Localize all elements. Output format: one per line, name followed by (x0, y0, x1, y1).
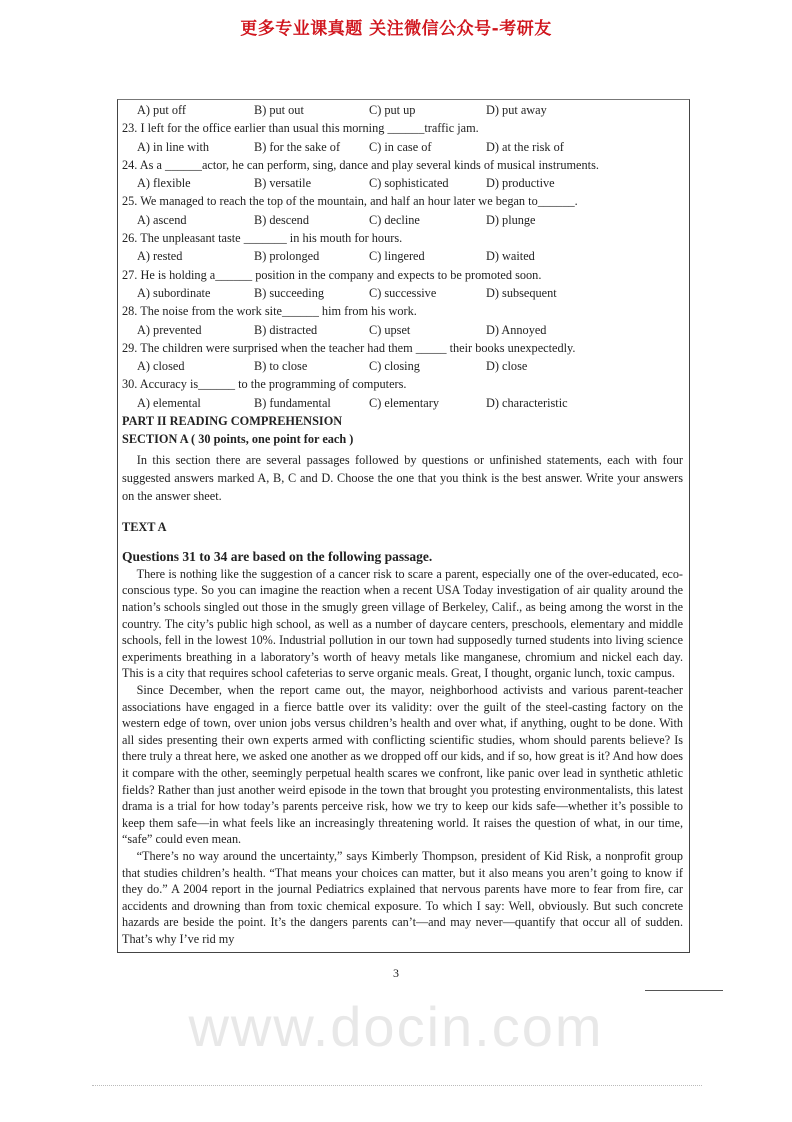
answer-option: D) waited (486, 249, 535, 264)
watermark: www.docin.com (188, 995, 604, 1058)
page-number: 3 (393, 966, 399, 980)
answer-options (122, 138, 683, 156)
section-title: SECTION A ( 30 points, one point for each ) (122, 432, 354, 447)
answer-option: B) prolonged (254, 249, 320, 264)
answer-option: B) to close (254, 359, 308, 374)
answer-options (122, 394, 683, 412)
question-stem (122, 156, 683, 174)
question-number: 29. (122, 340, 138, 355)
answer-option: A) closed (137, 359, 185, 374)
text-label: TEXT A (122, 519, 167, 534)
answer-option: C) upset (369, 322, 411, 337)
answer-option: D) productive (486, 176, 555, 191)
answer-option: C) elementary (369, 395, 439, 410)
answer-options (122, 211, 683, 229)
answer-option: D) at the risk of (486, 139, 564, 154)
answer-option: B) distracted (254, 322, 318, 337)
passage (122, 566, 683, 948)
answer-option: D) close (486, 359, 528, 374)
question-number: 23. (122, 121, 138, 136)
question-number: 28. (122, 304, 138, 319)
answer-option: A) prevented (137, 322, 202, 337)
answer-option: A) in line with (137, 139, 210, 154)
question-number: 24. (122, 157, 138, 172)
answer-option: C) put up (369, 103, 416, 117)
answer-option: A) subordinate (137, 285, 211, 300)
answer-option: C) lingered (369, 249, 425, 264)
answer-option: B) descend (254, 212, 309, 227)
answer-option: C) successive (369, 285, 437, 300)
passage-paragraph: Since December, when the report came out, the mayor, neighborhood activists and various parent-teacher associations have engaged in a fierce battle over its validity: over the guilt of the steel-casting factory on the western edge of town, over union jobs versus children’s health and over what, if anything, ought to be done. With all sides presenting their own experts armed with conflicting scientific studies, whom should parents believe? Is there truly a threat here, we asked one another as we dropped off our kids, and if so, how great is it? And how does it compare with the other, seemingly perpetual health scares we confront, like panic over lead in synthetic athletic fields? Rather than just another weird episode in the town that brought you protesting environmentalists, this latest drama is a trial for how today’s parents perceive risk, how we try to keep our kids safe—whether it’s possible to keep them safe—in what feels like an increasingly threatening world. It raises the question of what, in our time, “safe” could even mean. (122, 682, 683, 847)
exam-content (122, 101, 683, 947)
answer-option: A) ascend (137, 212, 187, 227)
passage-heading: Questions 31 to 34 are based on the following passage. (122, 548, 433, 564)
scan-artifact (92, 1085, 702, 1087)
question-text: The unpleasant taste _______ in his mouth for hours. (140, 231, 403, 246)
section-instructions: In this section there are several passages followed by questions or unfinished statements, each with four suggested answers marked A, B, C and D. Choose the one that you think is the best answer. Write your answers on the answer sheet. (122, 452, 683, 504)
question-text: I left for the office earlier than usual this morning ______traffic jam. (140, 121, 479, 136)
answer-option: B) versatile (254, 176, 312, 191)
question-number: 30. (122, 377, 138, 392)
passage-paragraph: There is nothing like the suggestion of a cancer risk to scare a parent, especially one of the over-educated, eco-conscious type. So you can imagine the reaction when a recent USA Today investigation of air quality around the nation’s schools singled out those in the smugly green village of Berkeley, Calif., as being among the worst in the country. The city’s public high school, as well as a number of daycare centers, preschools, elementary and middle schools, fell in the lowest 10%. Industrial pollution in our town had supposedly turned students into living science experiments breathing in a laboratory’s worth of heavy metals like manganese, chromium and nickel each day. This is a city that requires school cafeterias to serve organic meals. Great, I thought, organic lunch, toxic campus. (122, 566, 683, 681)
question-text: We managed to reach the top of the mountain, and half an hour later we began to______. (140, 194, 578, 209)
answer-option: B) fundamental (254, 395, 331, 410)
answer-option: D) put away (486, 103, 547, 117)
question-stem (122, 119, 683, 137)
part-title: PART II READING COMPREHENSION (122, 414, 343, 429)
divider (645, 990, 723, 991)
answer-option: B) for the sake of (254, 139, 341, 154)
question-number: 25. (122, 194, 138, 209)
question-number: 27. (122, 267, 138, 282)
passage-paragraph: “There’s no way around the uncertainty,” says Kimberly Thompson, president of Kid Risk, a nonprofit group that studies children’s health. “That means your choices can matter, but it also means you aren’t going to know if they do.” A 2004 report in the journal Pediatrics explained that nervous parents have more to fear from fire, car accidents and drowning than from toxic chemical exposure. To which I say: Well, obviously. But such concrete hazards are beside the point. It’s the dangers parents can’t—and may never—quantify that occur all of sudden. That’s why I’ve rid my (122, 848, 683, 946)
answer-option: D) characteristic (486, 395, 568, 410)
answer-option: C) sophisticated (369, 176, 449, 191)
question-stem (122, 339, 683, 357)
question-stem (122, 266, 683, 284)
question-stem (122, 229, 683, 247)
answer-option: B) succeeding (254, 285, 324, 300)
question-number: 26. (122, 231, 138, 246)
answer-option: C) closing (369, 359, 420, 374)
answer-options (122, 247, 683, 265)
answer-options (122, 101, 683, 119)
answer-options (122, 357, 683, 375)
answer-option: A) rested (137, 249, 183, 264)
answer-option: C) decline (369, 212, 420, 227)
answer-options (122, 321, 683, 339)
answer-options (122, 284, 683, 302)
answer-option: A) elemental (137, 395, 201, 410)
answer-option: A) flexible (137, 176, 191, 191)
question-stem (122, 375, 683, 393)
answer-option: D) Annoyed (486, 322, 547, 337)
answer-option: B) put out (254, 103, 304, 117)
answer-option: D) subsequent (486, 285, 557, 300)
question-stem (122, 302, 683, 320)
question-stem (122, 192, 683, 210)
question-text: The noise from the work site______ him from his work. (140, 304, 417, 319)
vocabulary-questions (122, 101, 683, 412)
question-text: The children were surprised when the teacher had them _____ their books unexpectedly. (140, 340, 576, 355)
answer-options (122, 174, 683, 192)
question-text: As a ______actor, he can perform, sing, dance and play several kinds of musical instruments. (139, 157, 599, 172)
question-text: He is holding a______ position in the company and expects to be promoted soon. (140, 267, 542, 282)
answer-option: A) put off (137, 103, 186, 117)
answer-option: D) plunge (486, 212, 536, 227)
question-text: Accuracy is______ to the programming of computers. (139, 377, 407, 392)
answer-option: C) in case of (369, 139, 432, 154)
promo-banner: 更多专业课真题 关注微信公众号-考研友 (240, 19, 552, 39)
spacer (122, 506, 683, 518)
